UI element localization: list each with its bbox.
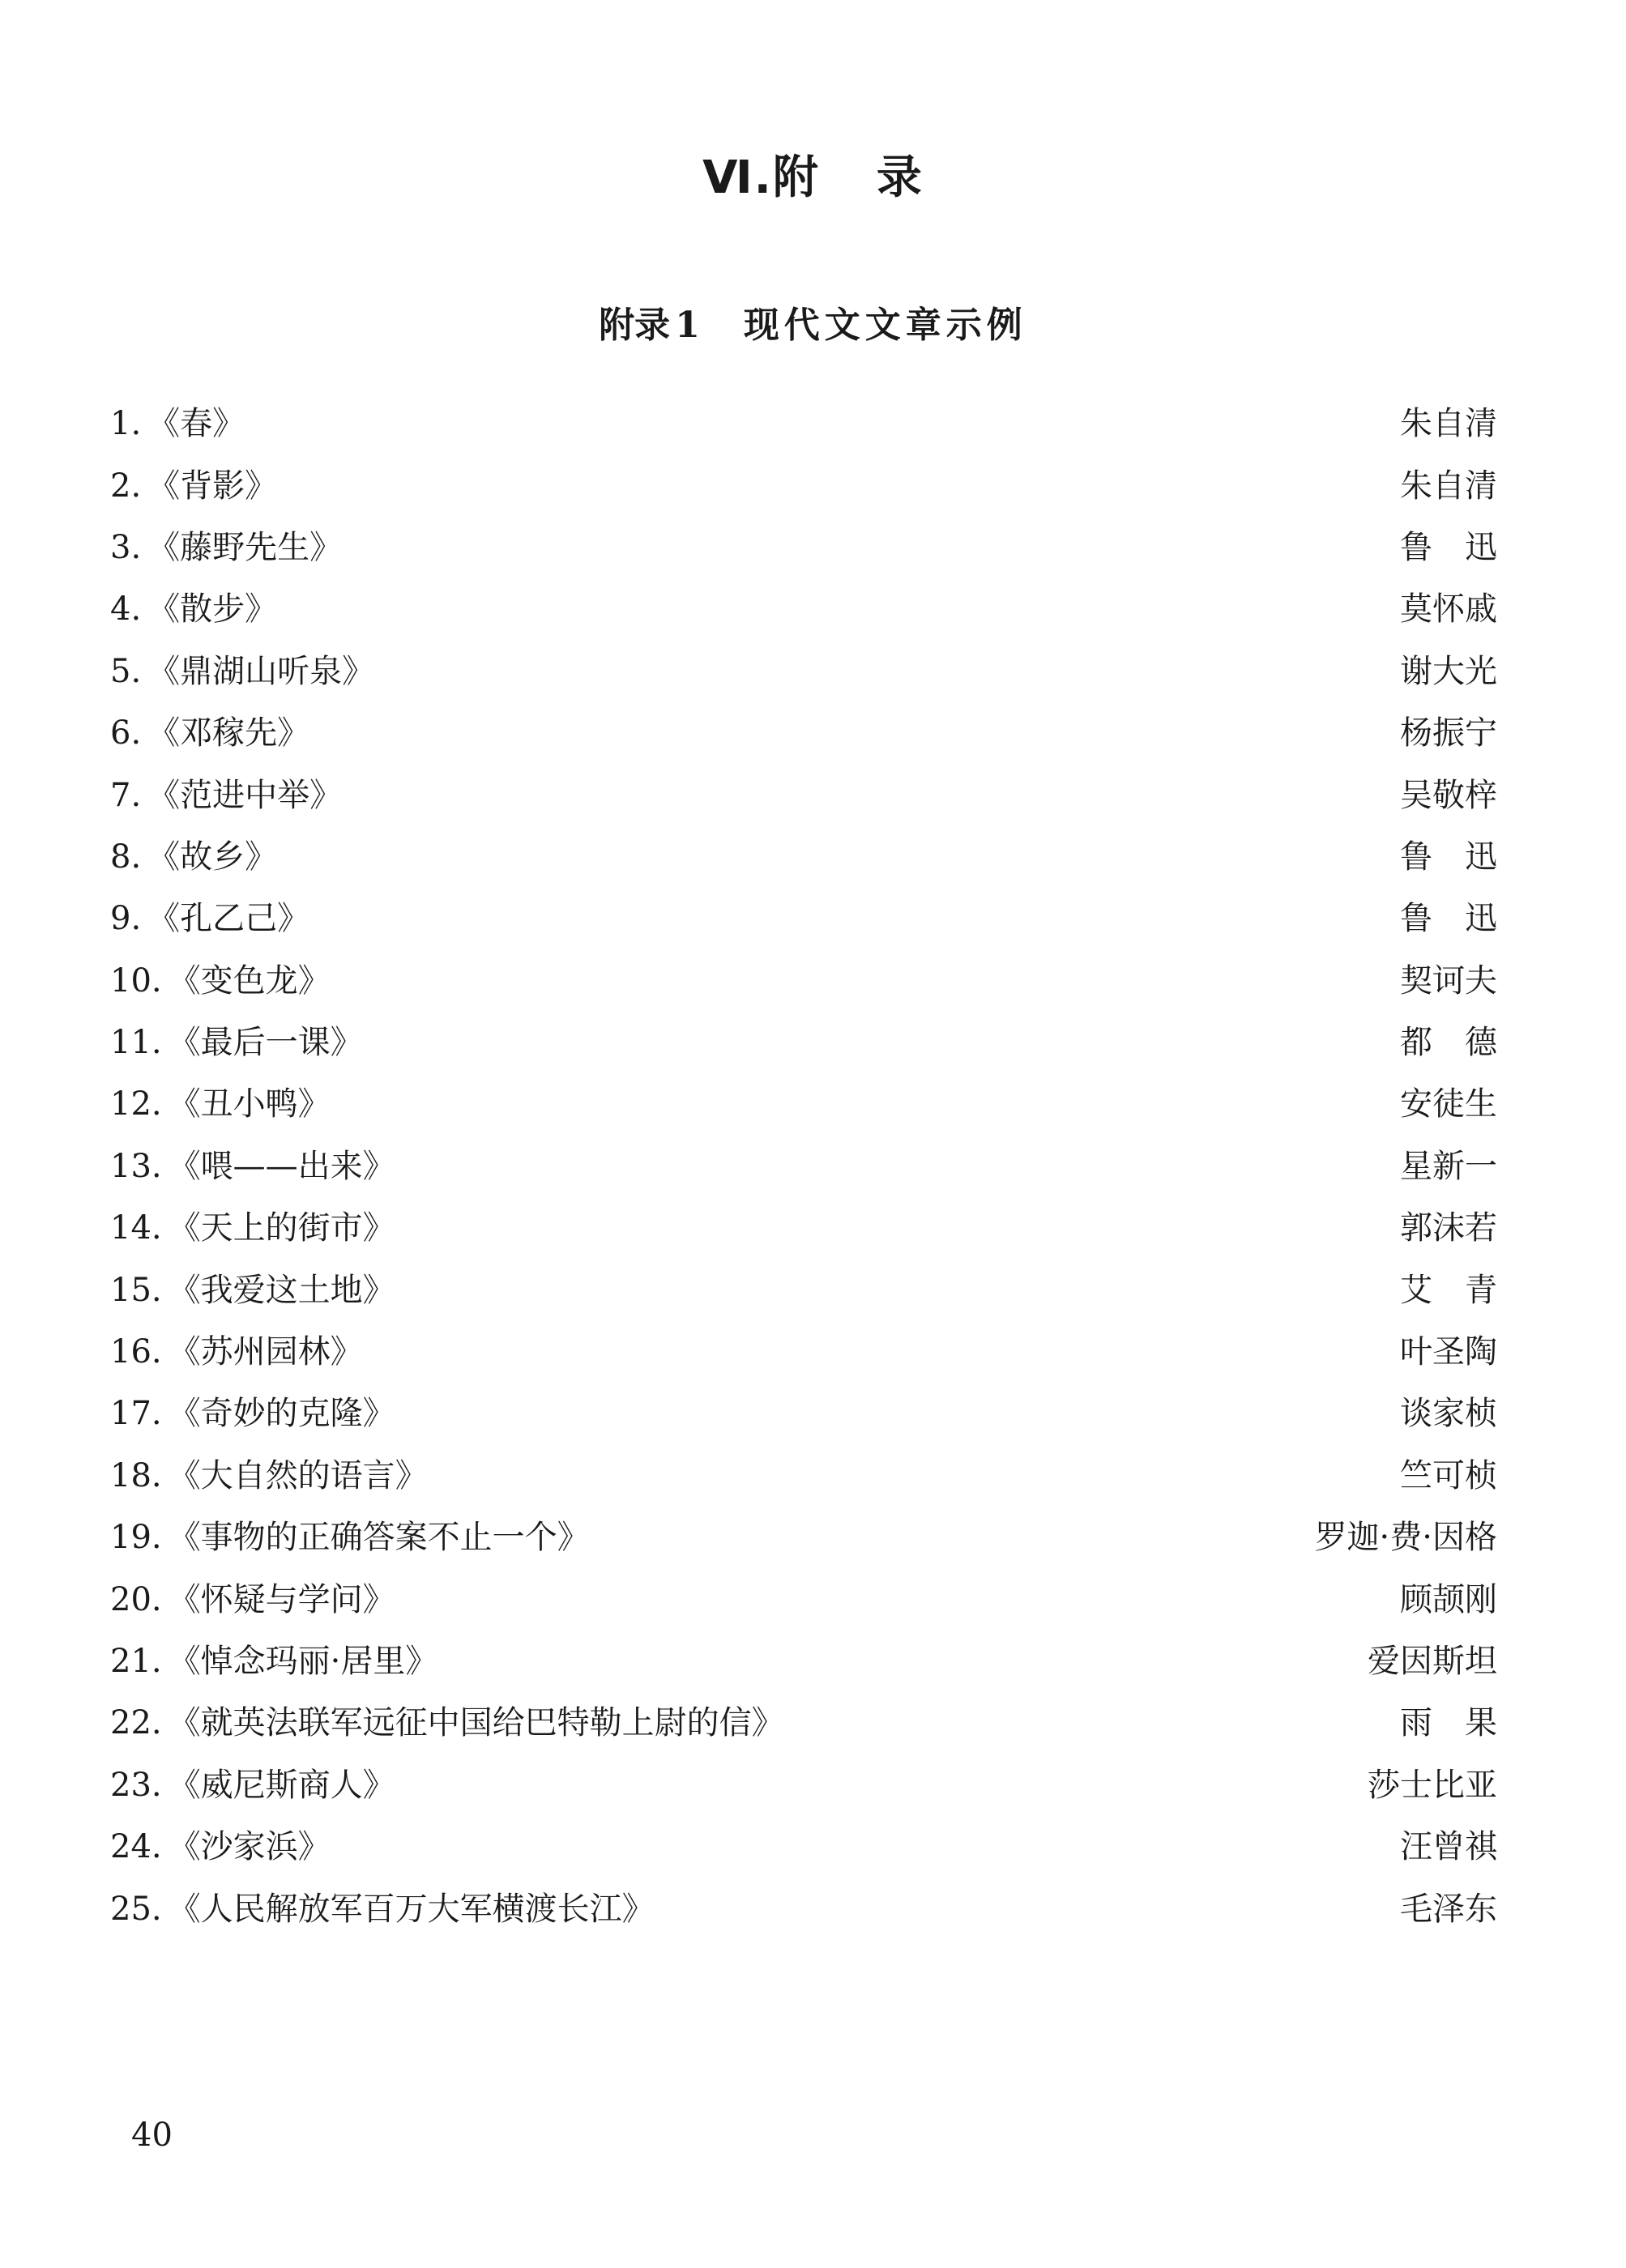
item-entry [110,393,245,454]
item-author: 星新一 [1400,1147,1497,1185]
item-title: 《最后一课》 [168,1024,363,1062]
item-number: 5. [110,652,142,690]
item-title: 《孔乙己》 [147,900,310,938]
item-author: 鲁 迅 [1400,838,1497,876]
item-number: 12. [110,1085,162,1123]
list-item [110,1568,1497,1630]
list-item [110,641,1497,702]
item-entry [110,1569,395,1631]
list-item [110,1383,1497,1444]
item-title: 《奇妙的克隆》 [168,1395,395,1433]
item-number: 18. [110,1456,162,1494]
list-item [110,1197,1497,1259]
item-entry [110,1012,363,1073]
item-entry [110,1816,331,1878]
item-entry [110,950,331,1012]
list-item [110,950,1497,1012]
item-author: 叶圣陶 [1400,1333,1497,1371]
item-author: 汪曾祺 [1400,1828,1497,1866]
item-author: 雨 果 [1400,1704,1497,1742]
item-author: 鲁 迅 [1400,900,1497,938]
item-author: 爱因斯坦 [1368,1643,1497,1680]
list-item [110,1816,1497,1878]
list-item [110,1631,1497,1692]
section-name: 现代文文章示例 [743,305,1027,346]
item-entry [110,455,277,517]
item-entry [110,1383,395,1444]
item-title: 《悼念玛丽·居里》 [168,1643,438,1680]
item-entry [110,826,277,888]
item-number: 13. [110,1147,162,1185]
item-author: 契诃夫 [1400,961,1497,1000]
item-number: 9. [110,900,142,938]
item-number: 1. [110,405,142,443]
item-entry [110,1197,395,1259]
item-author: 莫怀戚 [1400,590,1497,629]
item-title: 《春》 [147,405,245,443]
item-author: 罗迦·费·因格 [1314,1519,1497,1557]
list-item [110,1445,1497,1507]
item-number: 8. [110,838,142,876]
item-title: 《事物的正确答案不止一个》 [168,1519,590,1557]
article-list [110,393,1497,1940]
item-entry [110,1136,395,1197]
section-number: 1 [675,305,700,346]
item-number: 10. [110,961,162,1000]
list-item [110,517,1497,578]
list-item [110,826,1497,888]
list-item [110,1754,1497,1816]
item-title: 《天上的街市》 [168,1209,395,1247]
item-author: 吴敬梓 [1400,776,1497,814]
item-title: 《故乡》 [147,838,278,876]
item-entry [110,641,374,702]
item-author: 朱自清 [1400,467,1497,505]
item-title: 《喂——出来》 [168,1147,395,1185]
item-author: 莎士比亚 [1368,1766,1497,1804]
list-item [110,454,1497,516]
item-number: 7. [110,776,142,814]
item-author: 都 德 [1400,1024,1497,1062]
section-title [0,301,1626,350]
item-author: 顾颉刚 [1400,1580,1497,1618]
list-item [110,1012,1497,1073]
item-number: 22. [110,1704,162,1742]
item-entry [110,765,342,826]
item-number: 15. [110,1271,162,1309]
item-title: 《威尼斯商人》 [168,1766,395,1804]
item-entry [110,1321,363,1383]
list-item [110,1878,1497,1939]
item-entry [110,1631,437,1692]
list-item [110,764,1497,825]
item-number: 3. [110,528,142,566]
item-entry [110,1445,428,1507]
list-item [110,578,1497,640]
item-entry [110,888,309,949]
list-item [110,1507,1497,1568]
item-title: 《就英法联军远征中国给巴特勒上尉的信》 [168,1704,784,1742]
list-item [110,1692,1497,1754]
item-number: 20. [110,1580,162,1618]
item-title: 《邓稼先》 [147,714,310,752]
item-number: 6. [110,714,142,752]
item-author: 郭沫若 [1400,1209,1497,1247]
item-author: 杨振宁 [1400,714,1497,752]
item-number: 21. [110,1643,162,1680]
item-number: 4. [110,590,142,629]
item-number: 19. [110,1519,162,1557]
item-title: 《变色龙》 [168,961,331,1000]
item-number: 16. [110,1333,162,1371]
chapter-char-1: 附 [772,151,820,204]
item-title: 《大自然的语言》 [168,1456,428,1494]
item-author: 竺可桢 [1400,1456,1497,1494]
item-number: 2. [110,467,142,505]
item-author: 安徒生 [1400,1085,1497,1123]
item-entry [110,1073,331,1135]
item-author: 朱自清 [1400,405,1497,443]
item-author: 鲁 迅 [1400,528,1497,566]
item-author: 毛泽东 [1400,1890,1497,1928]
item-title: 《范进中举》 [147,776,343,814]
chapter-title [0,146,1626,211]
item-title: 《鼎湖山听泉》 [147,652,375,690]
item-number: 24. [110,1828,162,1866]
item-entry [110,1692,784,1754]
item-title: 《怀疑与学问》 [168,1580,395,1618]
item-number: 11. [110,1024,162,1062]
item-author: 谢大光 [1400,652,1497,690]
list-item [110,393,1497,454]
list-item [110,1073,1497,1135]
item-title: 《丑小鸭》 [168,1085,331,1123]
list-item [110,1259,1497,1320]
item-entry [110,1260,395,1321]
item-entry [110,1878,655,1940]
chapter-number: Ⅵ. [702,151,773,204]
item-number: 25. [110,1890,162,1928]
list-item [110,1136,1497,1197]
item-entry [110,578,277,640]
chapter-char-2: 录 [876,151,924,204]
item-entry [110,1754,395,1816]
item-entry [110,517,342,578]
list-item [110,1321,1497,1383]
item-title: 《散步》 [147,590,278,629]
item-number: 14. [110,1209,162,1247]
section-label: 附录 [599,305,671,346]
list-item [110,702,1497,764]
item-number: 23. [110,1766,162,1804]
item-title: 《人民解放军百万大军横渡长江》 [168,1890,655,1928]
item-title: 《苏州园林》 [168,1333,363,1371]
item-title: 《沙家浜》 [168,1828,331,1866]
item-title: 《背影》 [147,467,278,505]
page-number: 40 [131,2117,173,2154]
item-entry [110,1507,590,1568]
item-author: 艾 青 [1400,1271,1497,1309]
item-number: 17. [110,1395,162,1433]
list-item [110,888,1497,949]
item-author: 谈家桢 [1400,1395,1497,1433]
item-title: 《我爱这土地》 [168,1271,395,1309]
item-entry [110,702,309,764]
item-title: 《藤野先生》 [147,528,343,566]
